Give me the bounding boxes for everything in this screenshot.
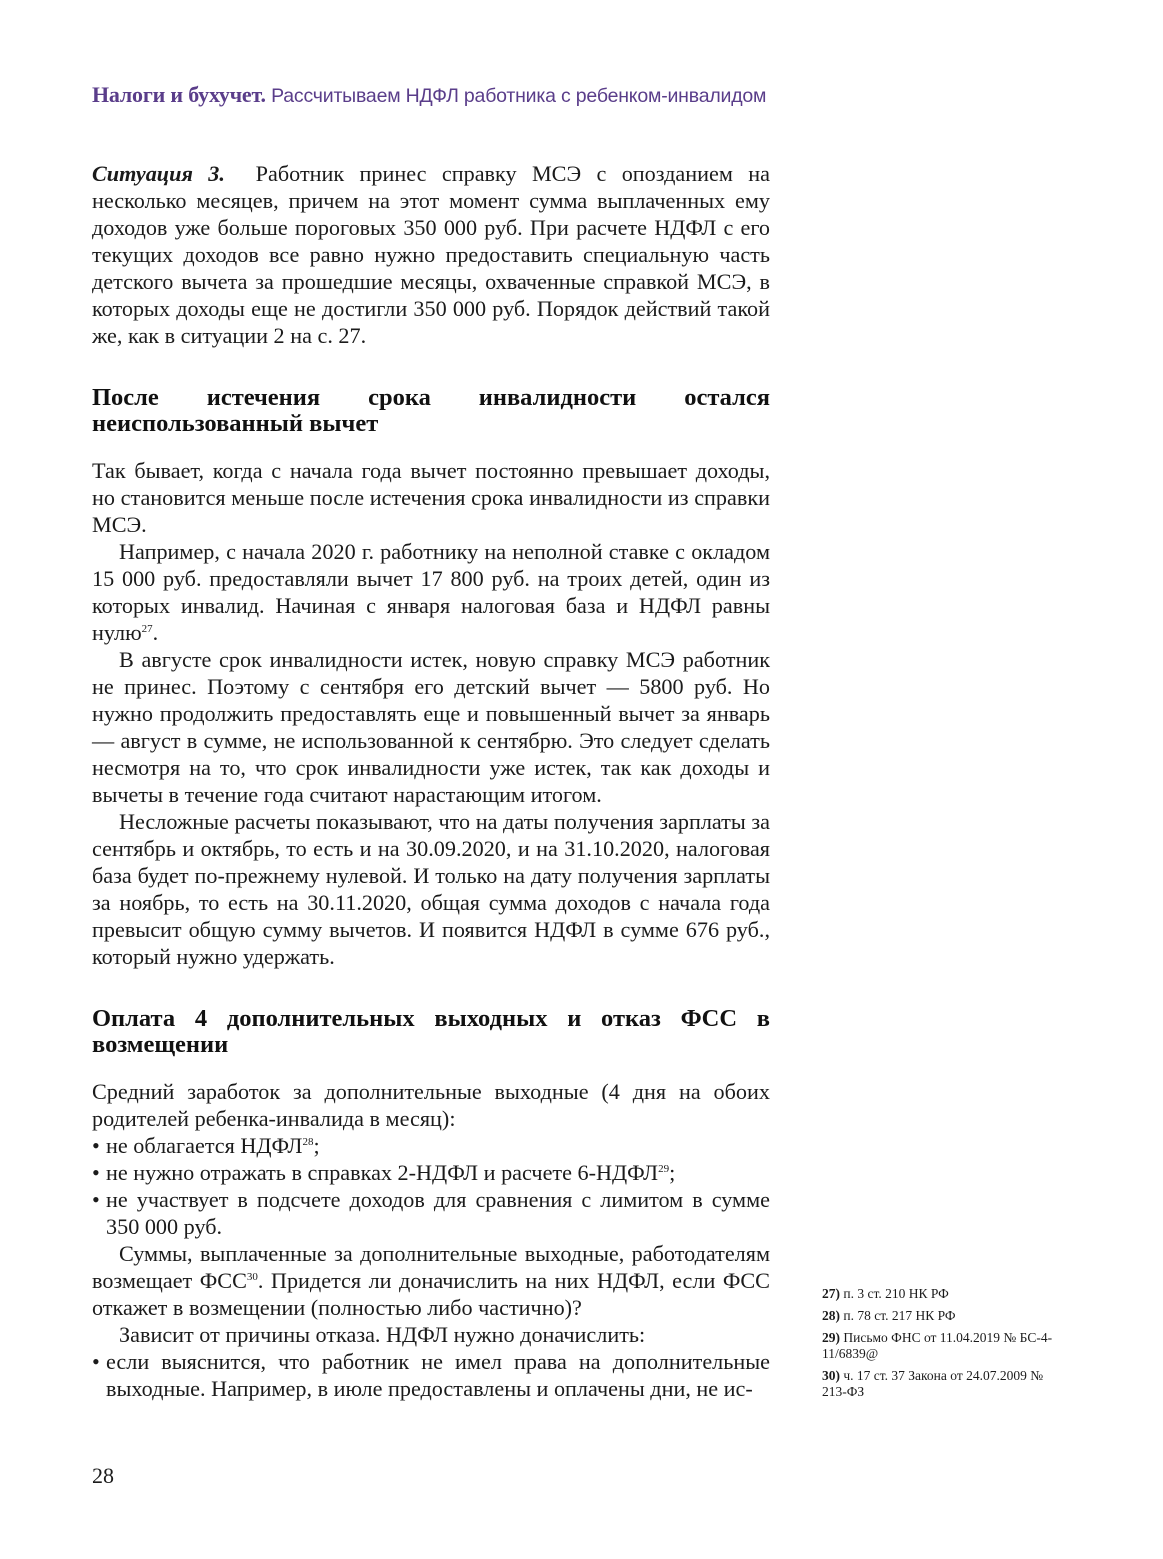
main-column <box>92 160 770 1402</box>
page-number: 28 <box>92 1463 114 1488</box>
list-item <box>92 1186 770 1240</box>
list-item-text: если выяснится, что работник не имел права на дополнительные выходные. Например, в июле предоставлены и оплачены дни, не ис- <box>106 1349 770 1401</box>
footnote-text: п. 78 ст. 217 НК РФ <box>843 1308 956 1323</box>
footnotes <box>822 1286 1062 1406</box>
footnote-number: 27) <box>822 1286 840 1301</box>
situation-label: Ситуация 3. <box>92 161 225 186</box>
paragraph: Несложные расчеты показывают, что на даты получения зарплаты за сентябрь и октябрь, то есть и на 30.09.2020, и на 31.10.2020, налоговая база будет по-прежнему нулевой. И только на дату получения зарплаты за ноябрь, то есть на 30.11.2020, общая сумма доходов с начала года превысит общую сумму вычетов. И появится НДФЛ в сумме 676 руб., который нужно удержать. <box>92 809 770 969</box>
footnote-30 <box>822 1368 1062 1400</box>
running-head-section: Налоги и бухучет. <box>92 82 266 107</box>
footnote-number: 30) <box>822 1368 840 1383</box>
footnote-27 <box>822 1286 1062 1302</box>
footnote-text: п. 3 ст. 210 НК РФ <box>843 1286 949 1301</box>
list-item <box>92 1132 770 1159</box>
footnote-ref[interactable]: 29 <box>658 1163 670 1175</box>
footnote-number: 28) <box>822 1308 840 1323</box>
bullet-list <box>92 1348 770 1402</box>
running-head-title: Рассчитываем НДФЛ работника с ребенком-инвалидом <box>271 85 767 107</box>
situation-text: Работник принес справку МСЭ с опозданием на несколько месяцев, причем на этот момент сумма выплаченных ему доходов уже больше пороговых 350 000 руб. При расчете НДФЛ с его текущих доходов все равно нужно предоставить специальную часть детского вычета за прошедшие месяцы, охваченные справкой МСЭ, в которых доходы еще не достигли 350 000 руб. Порядок действий такой же, как в ситуации 2 на с. 27. <box>92 161 771 348</box>
section-heading-extra-days-off: Оплата 4 дополнительных выходных и отказ ФСС в возмещении <box>92 1005 770 1058</box>
footnote-ref[interactable]: 28 <box>302 1136 314 1148</box>
paragraph: В августе срок инвалидности истек, новую справку МСЭ работник не принес. Поэтому с сентября его детский вычет — 5800 руб. Но нужно продолжить предоставлять еще и повышенный вычет за январь — август в сумме, не использованной к сентябрю. Это следует сделать несмотря на то, что срок инвалидности уже истек, так как доходы и вычеты в течение года считают нарастающим итогом. <box>92 647 770 807</box>
running-head <box>92 82 766 108</box>
list-item-end: ; <box>313 1133 320 1158</box>
paragraph-text-end: . <box>152 620 159 645</box>
list-item <box>92 1159 770 1186</box>
paragraph-text: Например, с начала 2020 г. работнику на неполной ставке с окладом 15 000 руб. предоставляли вычет 17 800 руб. на троих детей, один из которых инвалид. Начиная с января налоговая база и НДФЛ равны нулю <box>92 539 770 645</box>
footnote-text: Письмо ФНС от 11.04.2019 № БС-4-11/6839@ <box>822 1330 1053 1361</box>
footnote-ref[interactable]: 30 <box>246 1271 258 1283</box>
paragraph: Средний заработок за дополнительные выходные (4 дня на обоих родителей ребенка-инвалида в месяц): <box>92 1079 770 1131</box>
situation-3-paragraph <box>92 160 770 349</box>
paragraph: Зависит от причины отказа. НДФЛ нужно доначислить: <box>119 1322 646 1347</box>
list-item-end: ; <box>669 1160 676 1185</box>
paragraph-text-end: . Придется ли доначислить на них НДФЛ, если ФСС откажет в возмещении (полностью либо частично)? <box>92 1268 770 1320</box>
paragraph: Так бывает, когда с начала года вычет постоянно превышает доходы, но становится меньше после истечения срока инвалидности из справки МСЭ. <box>92 458 770 537</box>
footnote-text: ч. 17 ст. 37 Закона от 24.07.2009 № 213-ФЗ <box>822 1368 1044 1399</box>
paragraph-text: Суммы, выплаченные за дополнительные выходные, работодателям возмещает ФСС <box>92 1241 770 1293</box>
bullet-list <box>92 1132 770 1240</box>
list-item <box>92 1348 770 1402</box>
list-item-text: не облагается НДФЛ <box>106 1133 303 1158</box>
footnote-number: 29) <box>822 1330 840 1345</box>
footnote-28 <box>822 1308 1062 1324</box>
section-heading-unused-deduction: После истечения срока инвалидности остался неиспользованный вычет <box>92 384 770 437</box>
paragraph <box>92 1240 770 1321</box>
footnote-ref[interactable]: 27 <box>141 623 153 635</box>
list-item-text: не участвует в подсчете доходов для сравнения с лимитом в сумме 350 000 руб. <box>106 1187 770 1239</box>
paragraph <box>92 538 770 646</box>
footnote-29 <box>822 1330 1062 1362</box>
list-item-text: не нужно отражать в справках 2-НДФЛ и расчете 6-НДФЛ <box>106 1160 659 1185</box>
